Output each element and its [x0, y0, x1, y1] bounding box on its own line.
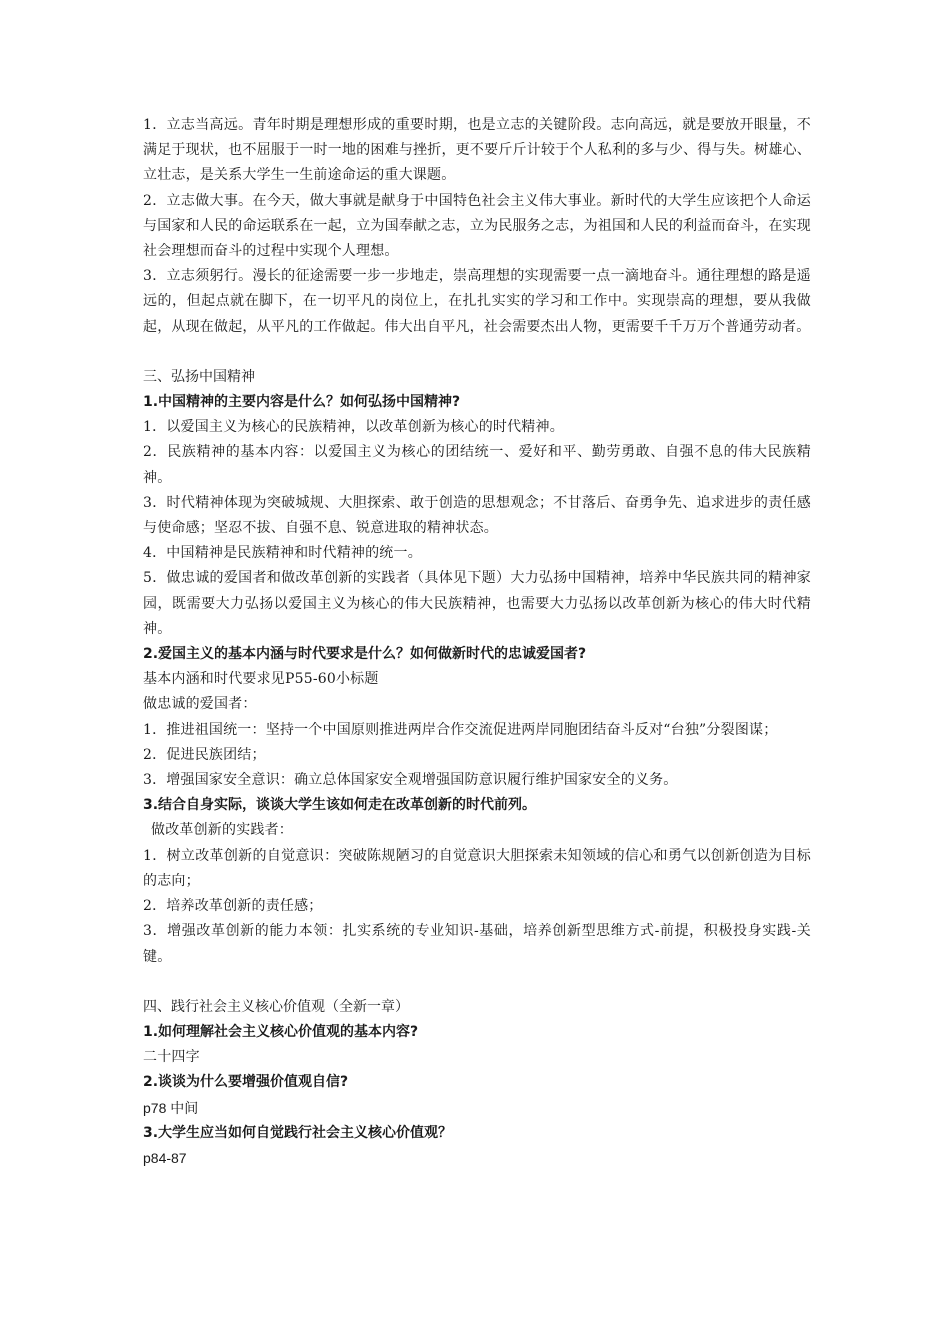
answer-3-1-item: 1．以爱国主义为核心的民族精神，以改革创新为核心的时代精神。 — [143, 419, 564, 436]
answer-3-2-item: 2．促进民族团结； — [143, 746, 266, 763]
answer-4-1: 二十四字 — [143, 1049, 200, 1066]
spacer — [143, 970, 811, 995]
answer-3-1-item: 4．中国精神是民族精神和时代精神的统一。 — [143, 545, 422, 562]
question-4-2: 2.谈谈为什么要增强价值观自信? — [143, 1074, 349, 1091]
answer-4-2: p78 中间 — [143, 1099, 199, 1116]
section-heading-4: 四、践行社会主义核心价值观（全新一章） — [143, 998, 409, 1015]
paragraph-ideal-3: 3．立志须躬行。漫长的征途需要一步一步地走，崇高理想的实现需要一点一滴地奋斗。通往理想的路是遥远的，但起点就在脚下，在一切平凡的岗位上，在扎扎实实的学习和工作中。实现崇高的理想，要从我做起，从现在做起，从平凡的工作做起。伟大出自平凡，社会需要杰出人物，更需要千千万万个普通劳动者。 — [143, 268, 811, 335]
answer-3-2-ref: 基本内涵和时代要求见P55-60小标题 — [143, 671, 379, 688]
section-heading-3: 三、弘扬中国精神 — [143, 368, 255, 385]
answer-3-2-item: 3．增强国家安全意识：确立总体国家安全观增强国防意识履行维护国家安全的义务。 — [143, 772, 678, 789]
spacer — [143, 340, 811, 365]
answer-3-3-intro: 做改革创新的实践者： — [151, 822, 293, 839]
answer-3-1-item: 3．时代精神体现为突破城规、大胆探索、敢于创造的思想观念；不甘落后、奋勇争先、追求进步的责任感与使命感；坚忍不拔、自强不息、锐意进取的精神状态。 — [143, 494, 811, 537]
answer-3-3-item: 1．树立改革创新的自觉意识：突破陈规陋习的自觉意识大胆探索未知领域的信心和勇气以创新创造为目标的志向； — [143, 847, 811, 889]
question-4-3: 3.大学生应当如何自觉践行社会主义核心价值观？ — [143, 1124, 453, 1141]
answer-3-1-item: 2．民族精神的基本内容：以爱国主义为核心的团结统一、爱好和平、勤劳勇敢、自强不息的伟大民族精神。 — [143, 444, 811, 486]
answer-3-2-intro: 做忠诚的爱国者： — [143, 696, 257, 713]
answer-3-3-item: 2．培养改革创新的责任感； — [143, 898, 323, 915]
answer-3-1-item: 5．做忠诚的爱国者和做改革创新的实践者（具体见下题）大力弘扬中国精神，培养中华民族共同的精神家园，既需要大力弘扬以爱国主义为核心的伟大民族精神，也需要大力弘扬以改革创新为核心的伟大时代精神。 — [143, 570, 811, 637]
question-3-3: 3.结合自身实际，谈谈大学生该如何走在改革创新的时代前列。 — [143, 797, 537, 814]
answer-3-3-item: 3．增强改革创新的能力本领：扎实系统的专业知识-基础，培养创新型思维方式-前提，积极投身实践-关键。 — [143, 923, 811, 965]
question-3-1: 1.中国精神的主要内容是什么？如何弘扬中国精神? — [143, 394, 461, 411]
document-page — [143, 113, 811, 1171]
question-4-1: 1.如何理解社会主义核心价值观的基本内容? — [143, 1023, 419, 1040]
answer-3-2-item: 1．推进祖国统一：坚持一个中国原则推进两岸合作交流促进两岸同胞团结奋斗反对“台独”分裂图谋； — [143, 721, 778, 738]
paragraph-ideal-2: 2．立志做大事。在今天，做大事就是献身于中国特色社会主义伟大事业。新时代的大学生应该把个人命运与国家和人民的命运联系在一起，立为国奉献之志，立为民服务之志，为祖国和人民的利益而奋斗，在实现社会理想而奋斗的过程中实现个人理想。 — [143, 192, 811, 260]
question-3-2: 2.爱国主义的基本内涵与时代要求是什么？如何做新时代的忠诚爱国者? — [143, 646, 587, 663]
paragraph-ideal-1: 1．立志当高远。青年时期是理想形成的重要时期，也是立志的关键阶段。志向高远，就是要放开眼量，不满足于现状，也不屈服于一时一地的困难与挫折，更不要斤斤计较于个人私利的多与少、得与失。树雄心、立壮志，是关系大学生一生前途命运的重大课题。 — [143, 117, 811, 184]
answer-4-3: p84-87 — [143, 1149, 187, 1166]
